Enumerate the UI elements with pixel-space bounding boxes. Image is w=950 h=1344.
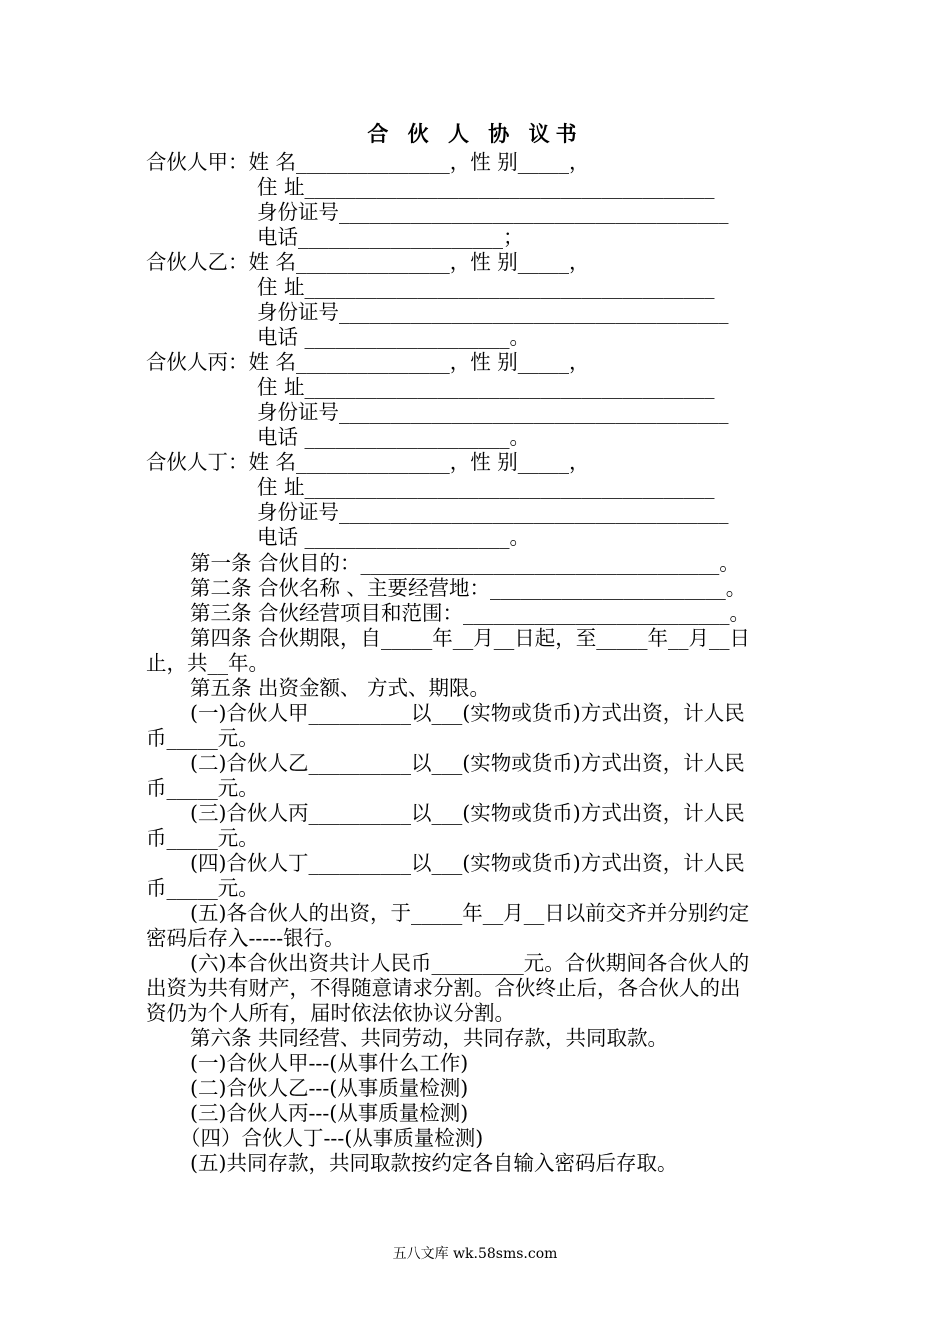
partner-d-name-line: 合伙人丁：姓 名_______________，性 别_____， (146, 450, 590, 474)
partner-a-phone-line: 电话____________________； (257, 225, 524, 249)
partner-b-address-line: 住 址________________________________________ (257, 275, 715, 299)
partner-c-name-line: 合伙人丙：姓 名_______________，性 别_____， (146, 350, 590, 374)
clause-5-item-6-cont-2: 资仍为个人所有，届时依法依协议分割。 (146, 1001, 515, 1025)
clause-5-item-2: (二)合伙人乙__________以___(实物或货币)方式出资，计人民 (190, 751, 745, 775)
clause-5-item-3-cont: 币_____元。 (146, 826, 259, 850)
partner-d-phone-line: 电话 ____________________。 (257, 525, 531, 549)
clause-2: 第二条 合伙名称 、主要经营地：_______________________。 (190, 576, 747, 600)
clause-5-item-1: (一)合伙人甲__________以___(实物或货币)方式出资，计人民 (190, 701, 745, 725)
partner-c-phone-line: 电话 ____________________。 (257, 425, 531, 449)
partner-c-address-line: 住 址________________________________________ (257, 375, 715, 399)
clause-5-item-5: (五)各合伙人的出资，于_____年__月__日以前交齐并分别约定 (190, 901, 750, 925)
clause-1: 第一条 合伙目的：___________________________________。 (190, 551, 740, 575)
clause-5-item-2-cont: 币_____元。 (146, 776, 259, 800)
partner-b-phone-line: 电话 ____________________。 (257, 325, 531, 349)
partner-b-name-line: 合伙人乙：姓 名_______________，性 别_____， (146, 250, 590, 274)
partner-a-address-line: 住 址________________________________________ (257, 175, 715, 199)
clause-5-item-6: (六)本合伙出资共计人民币_________元。合伙期间各合伙人的 (190, 951, 750, 975)
clause-5: 第五条 出资金额、 方式、期限。 (190, 676, 491, 700)
clause-6-item-2: (二)合伙人乙---(从事质量检测) (190, 1076, 469, 1100)
clause-5-item-6-cont-1: 出资为共有财产，不得随意请求分割。合伙终止后，各合伙人的出 (146, 976, 741, 1000)
clause-4: 第四条 合伙期限，自_____年__月__日起，至_____年__月__日 (190, 626, 751, 650)
clause-5-item-3: (三)合伙人丙__________以___(实物或货币)方式出资，计人民 (190, 801, 745, 825)
partner-d-id-line: 身份证号______________________________________ (257, 500, 729, 524)
clause-5-item-5-cont: 密码后存入-----银行。 (146, 926, 345, 950)
clause-6-item-3: (三)合伙人丙---(从事质量检测) (190, 1101, 469, 1125)
clause-4-cont: 止，共__年。 (146, 651, 269, 675)
clause-5-item-4: (四)合伙人丁__________以___(实物或货币)方式出资，计人民 (190, 851, 745, 875)
clause-6: 第六条 共同经营、共同劳动，共同存款，共同取款。 (190, 1026, 669, 1050)
clause-6-item-4: （四）合伙人丁---(从事质量检测) (180, 1126, 484, 1150)
partner-a-name-line: 合伙人甲：姓 名_______________，性 别_____， (146, 150, 590, 174)
clause-5-item-4-cont: 币_____元。 (146, 876, 259, 900)
clause-3: 第三条 合伙经营项目和范围：__________________________。 (190, 601, 751, 625)
partner-b-id-line: 身份证号______________________________________ (257, 300, 729, 324)
partner-c-id-line: 身份证号______________________________________ (257, 400, 729, 424)
clause-5-item-1-cont: 币_____元。 (146, 726, 259, 750)
clause-6-item-1: (一)合伙人甲---(从事什么工作) (190, 1051, 469, 1075)
partner-d-address-line: 住 址________________________________________ (257, 475, 715, 499)
footer-watermark: 五八文库 wk.58sms.com (392, 1246, 558, 1262)
document-title: 合 伙 人 协 议书 (367, 121, 583, 146)
clause-6-item-5: (五)共同存款，共同取款按约定各自输入密码后存取。 (190, 1151, 678, 1175)
partner-a-id-line: 身份证号______________________________________ (257, 200, 729, 224)
